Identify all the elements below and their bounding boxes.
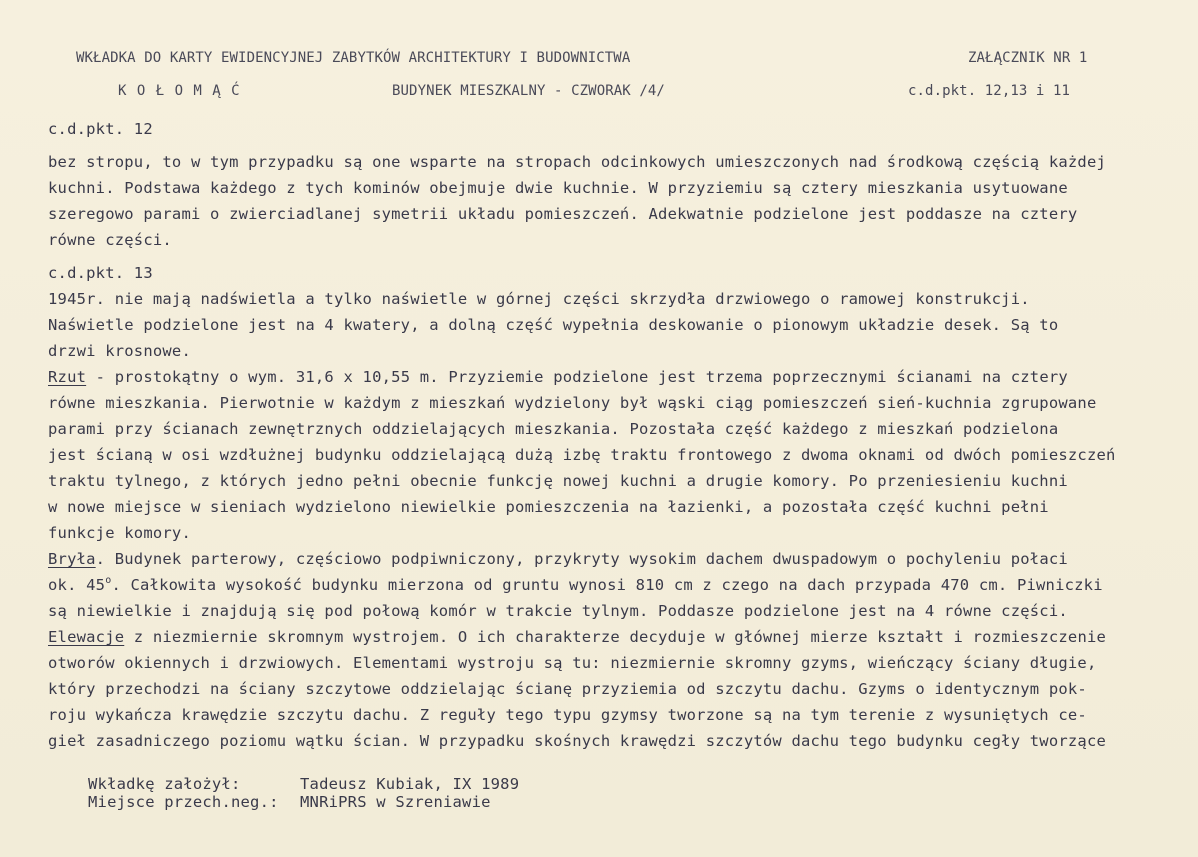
attachment-number: ZAŁĄCZNIK NR 1 [968,50,1088,66]
text-line: . Budynek parterowy, częściowo podpiwniczony, przykryty wysokim dachem dwuspadowym o pochyleniu połaci [95,550,1068,568]
place-name: K O Ł O M Ą Ć [118,83,241,99]
rzut-paragraph-start [48,368,1068,386]
bryla-label: Bryła [48,550,96,568]
storage-value: MNRiPRS w Szreniawie [300,793,491,811]
text-line: drzwi krosnowe. [48,342,191,360]
rzut-label: Rzut [48,368,87,386]
text-fragment: . Całkowita wysokość budynku mierzona od gruntu wynosi 810 cm z czego na dach przypada 470 cm. Piwniczki [111,576,1103,594]
text-line: 1945r. nie mają nadświetla a tylko naświetle w górnej części skrzydła drzwiowego o ramowej konstrukcji. [48,290,1030,308]
text-line: roju wykańcza krawędzie szczytu dachu. Z reguły tego typu gzymsy tworzone są na tym terenie z wysuniętych ce- [48,706,1087,724]
bryla-paragraph-start [48,550,1068,568]
text-line: w nowe miejsce w sieniach wydzielono niewielkie pomieszczenia na łazienki, a pozostała część kuchni pełni [48,498,1049,516]
degree-superscript: o [105,575,112,586]
section-heading-pkt12: c.d.pkt. 12 [48,120,153,138]
storage-label: Miejsce przech.neg.: [88,793,279,811]
elewacje-paragraph-start [48,628,1106,646]
bryla-line-2 [48,576,1103,594]
section-heading-pkt13: c.d.pkt. 13 [48,264,153,282]
text-fragment: ok. 45 [48,576,106,594]
text-line: parami przy ścianach zewnętrznych oddzielających mieszkania. Pozostała część każdego z mieszkań podzielona [48,420,1059,438]
text-line: równe części. [48,231,172,249]
text-line: szeregowo parami o zwierciadlanej symetrii układu pomieszczeń. Adekwatnie podzielone jest poddasze na cztery [48,205,1078,223]
text-line: kuchni. Podstawa każdego z tych kominów obejmuje dwie kuchnie. W przyziemiu są cztery mieszkania usytuowane [48,179,1068,197]
founder-label: Wkładkę założył: [88,775,241,793]
text-line: który przechodzi na ściany szczytowe oddzielając ścianę przyziemia od szczytu dachu. Gzyms o identycznym pok- [48,680,1087,698]
text-line: równe mieszkania. Pierwotnie w każdym z mieszkań wydzielony był wąski ciąg pomieszczeń sień-kuchnia zgrupowane [48,394,1097,412]
text-line: funkcje komory. [48,524,191,542]
elewacje-label: Elewacje [48,628,125,646]
text-line: bez stropu, to w tym przypadku są one wsparte na stropach odcinkowych umieszczonych nad środkową częścią każdej [48,153,1107,171]
text-line: - prostokątny o wym. 31,6 x 10,55 m. Przyziemie podzielone jest trzema poprzecznymi ścianami na cztery [86,368,1068,386]
text-line: z niezmiernie skromnym wystrojem. O ich charakterze decyduje w głównej mierze kształt i rozmieszczenie [124,628,1107,646]
text-line: gieł zasadniczego poziomu wątku ścian. W przypadku skośnych krawędzi szczytów dachu tego budynku cegły tworzące [48,732,1107,750]
text-line: traktu tylnego, z których jedno pełni obecnie funkcję nowej kuchni a drugie komory. Po przeniesieniu kuchni [48,472,1068,490]
text-line: jest ścianą w osi wzdłużnej budynku oddzielającą dużą izbę traktu frontowego z dwoma oknami od dwóch pomieszczeń [48,446,1116,464]
text-line: otworów okiennych i drzwiowych. Elementami wystroju są tu: niezmiernie skromny gzyms, wieńczący ściany długie, [48,654,1097,672]
points-reference: c.d.pkt. 12,13 i 11 [908,83,1071,99]
building-name: BUDYNEK MIESZKALNY - CZWORAK /4/ [392,83,665,99]
founder-value: Tadeusz Kubiak, IX 1989 [300,775,520,793]
text-line: Naświetle podzielone jest na 4 kwatery, a dolną część wypełnia deskowanie o pionowym układzie desek. Są to [48,316,1059,334]
card-title: WKŁADKA DO KARTY EWIDENCYJNEJ ZABYTKÓW ARCHITEKTURY I BUDOWNICTWA [76,50,631,66]
text-line: są niewielkie i znajdują się pod połową komór w trakcie tylnym. Poddasze podzielone jest na 4 równe części. [48,602,1068,620]
